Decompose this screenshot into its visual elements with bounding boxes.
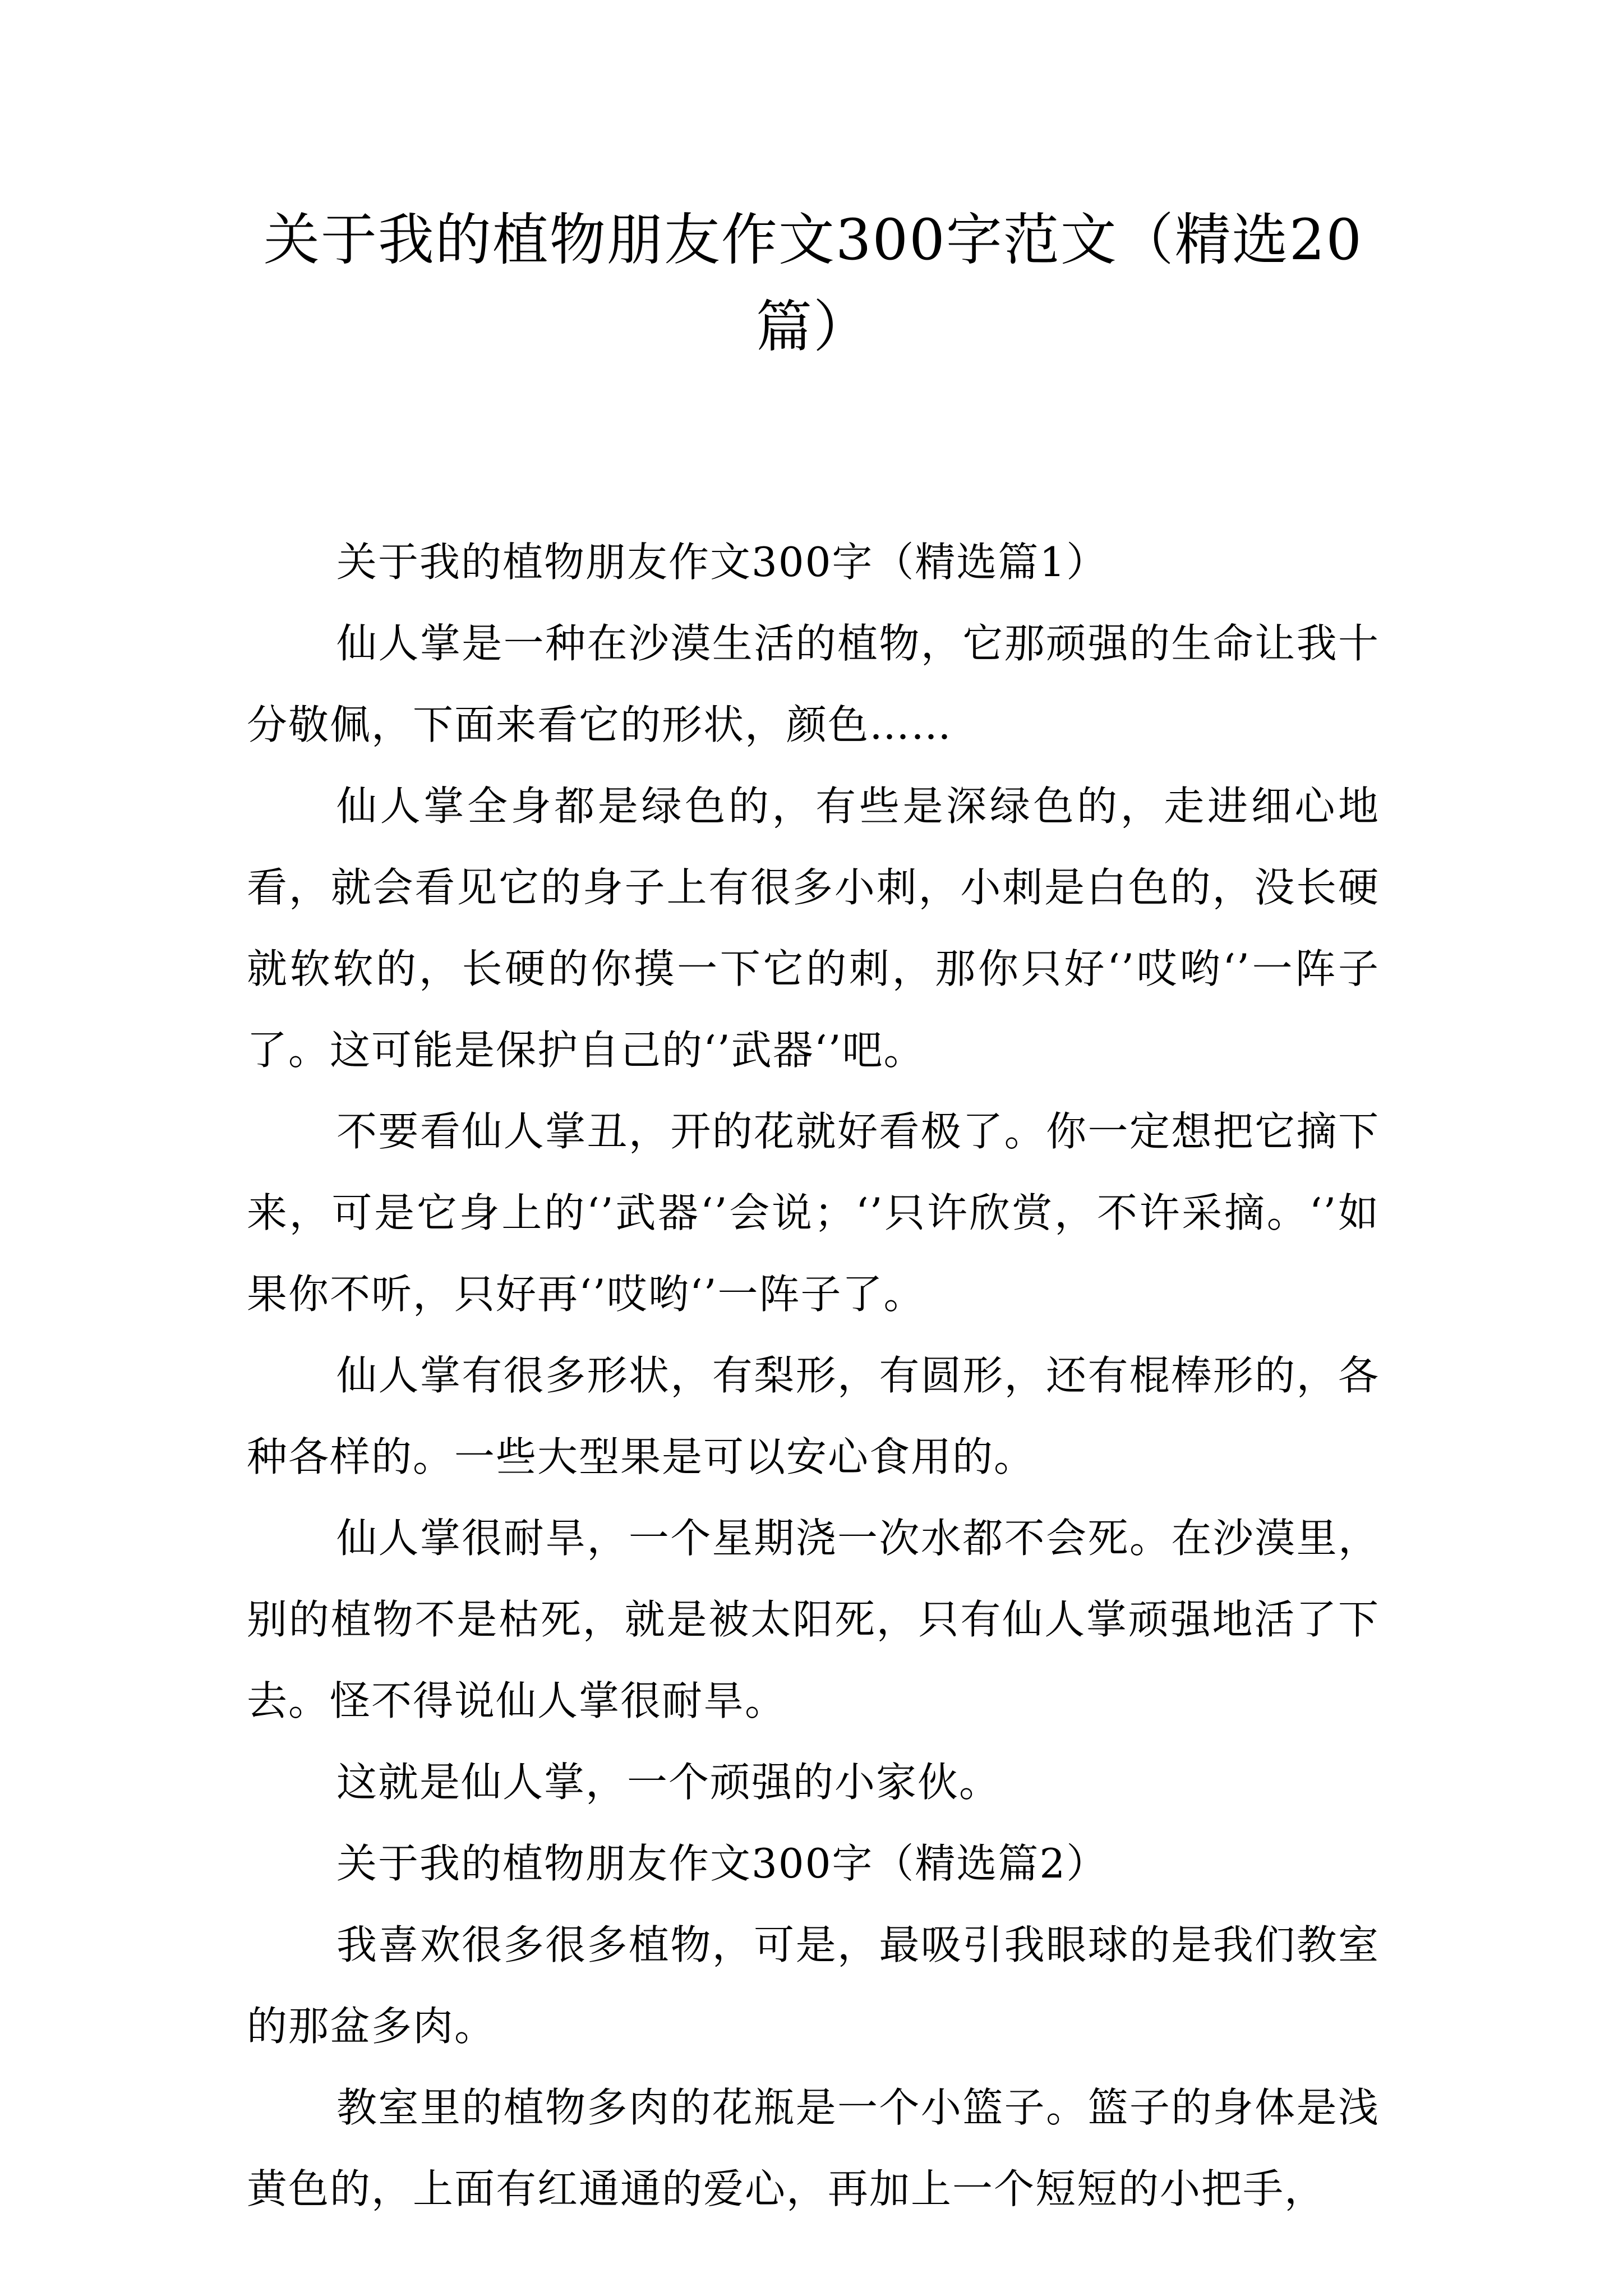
body-paragraph: 仙人掌是一种在沙漠生活的植物，它那顽强的生命让我十分敬佩，下面来看它的形状，颜色…… bbox=[247, 620, 1380, 748]
document-page bbox=[247, 196, 1380, 2230]
body-paragraph: 我喜欢很多很多植物，可是，最吸引我眼球的是我们教室的那盆多肉。 bbox=[247, 1921, 1380, 2050]
section-heading: 关于我的植物朋友作文300字（精选篇2） bbox=[336, 1840, 1108, 1887]
body-paragraph: 仙人掌很耐旱，一个星期浇一次水都不会死。在沙漠里，别的植物不是枯死，就是被太阳死，只有仙人掌顽强地活了下去。怪不得说仙人掌很耐旱。 bbox=[247, 1515, 1380, 1724]
section-heading: 关于我的植物朋友作文300字（精选篇1） bbox=[336, 539, 1108, 586]
document-title: 关于我的植物朋友作文300字范文（精选20篇） bbox=[263, 207, 1363, 360]
body-paragraph: 这就是仙人掌，一个顽强的小家伙。 bbox=[336, 1759, 1001, 1806]
body-paragraph: 教室里的植物多肉的花瓶是一个小篮子。篮子的身体是浅黄色的，上面有红通通的爱心，再加上一个短短的小把手， bbox=[247, 2084, 1380, 2212]
body-paragraph: 仙人掌有很多形状，有梨形，有圆形，还有棍棒形的，各种各样的。一些大型果是可以安心食用的。 bbox=[247, 1352, 1380, 1480]
document-body bbox=[247, 522, 1380, 2230]
body-paragraph: 仙人掌全身都是绿色的，有些是深绿色的，走进细心地看，就会看见它的身子上有很多小刺，小刺是白色的，没长硬就软软的，长硬的你摸一下它的刺，那你只好‘’哎哟‘’一阵子了。这可能是保护自己的‘’武器‘’吧。 bbox=[247, 783, 1380, 1074]
body-paragraph: 不要看仙人掌丑，开的花就好看极了。你一定想把它摘下来，可是它身上的‘’武器‘’会说；‘’只许欣赏，不许采摘。‘’如果你不听，只好再‘’哎哟‘’一阵子了。 bbox=[247, 1108, 1380, 1318]
